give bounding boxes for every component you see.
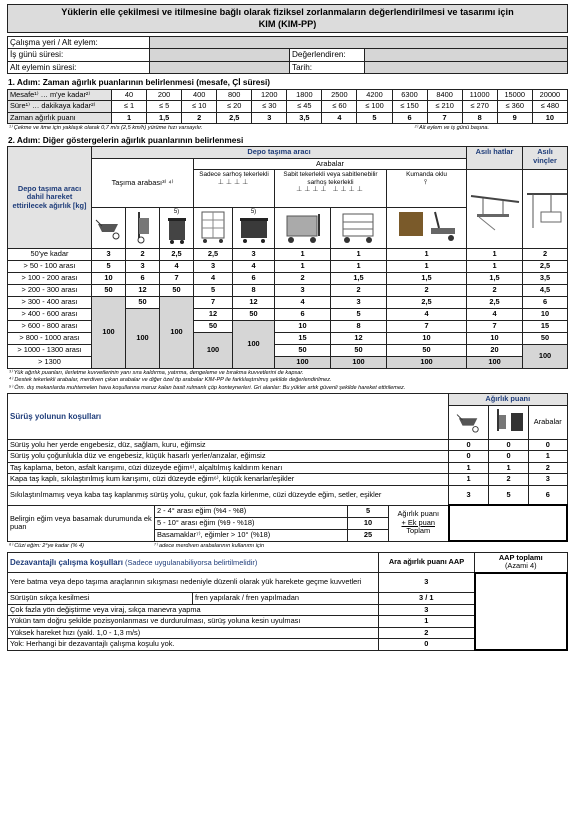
hanging-line-image [467,170,523,248]
hanging-crane-image [523,170,568,248]
value-cell: 3 [275,284,331,296]
swivel-caster-icons: ⊥⊥⊥⊥ [217,178,251,186]
points-cell: 10 [532,112,567,124]
adverse-value: 2 [379,627,475,639]
adverse-value: 3 [379,573,475,593]
adverse-row-label: Çok fazla yön değiştirme veya viraj, sıkça manevra yapma [8,604,379,616]
points-cell: 2 [182,112,217,124]
form-title-line2: KIM (KIM-PP) [258,18,317,29]
fixed-caster-icons: ⊥⊥⊥⊥ ⊥⊥⊥⊥ [296,186,365,194]
waste-bin-note: 5) [173,209,180,216]
value-cell: 50 [126,296,160,308]
step2-footnote-5: ⁵⁾ Örn. dış mekanlarda muhtemelen hava koşullarına maruz kalan basit rulmanlı çöp konteynerleri. Gri alanlar: Bu yükler artık güvenli şekilde hareket ettirilemez. [9,384,406,391]
hanging-cranes-header: Asılı vinçler [523,147,568,170]
adverse-row-label: Yükün tam doğru şekilde pozisyonlanması ve durdurulması, sürüş yoluna kesin uyulması [8,616,379,628]
unsafe-value: 100 [170,326,183,336]
road-value: 3 [529,474,568,486]
value-cell: 2,5 [523,260,568,272]
value-cell: 2,5 [160,248,194,260]
value-cell: 7 [194,296,233,308]
carts-col-label: Arabalar [529,405,568,439]
distance-cell: 20000 [532,89,567,101]
weight-label: > 600 - 800 arası [8,320,92,332]
date-field[interactable] [365,61,568,73]
road-value: 2 [489,474,529,486]
duration-cell: ≤ 210 [427,101,462,113]
value-cell: 1 [387,248,467,260]
adverse-value: 3 [379,604,475,616]
weight-label: > 300 - 400 arası [8,296,92,308]
adverse-conditions-table [7,552,568,652]
duration-cell: ≤ 150 [392,101,427,113]
workday-field[interactable] [150,49,290,61]
date-label: Tarih: [290,61,365,73]
kim-pp-form [7,4,568,651]
value-cell: 50 [387,344,467,356]
evaluator-label: Değerlendiren: [290,49,365,61]
duration-cell: ≤ 30 [252,101,287,113]
step1-footnote-1: ¹⁾ Çekme ve itme için yaklaşık olarak 0,7 m/s (2,5 km/h) yürüme hızı varsayılır. [9,125,203,132]
adverse-row-label: Sürüşün sıkça kesilmesi [8,593,193,605]
value-cell: 2 [467,284,523,296]
value-cell: 10 [92,272,126,284]
adverse-value: 3 / 1 [379,593,475,605]
road-footnote-7: ⁷⁾ adece merdiven arabalarının kullanımı için [153,543,265,550]
adverse-heading-note: (Sadece uygulanabiliyorsa belirtilmelidir) [122,557,258,567]
weight-label: > 50 - 100 arası [8,260,92,272]
hanging-crane-icon [525,178,567,238]
value-cell: 2 [523,248,568,260]
value-cell: 10 [523,308,568,320]
weight-label: 50'ye kadar [8,248,92,260]
value-cell: 4 [160,260,194,272]
road-row-label: Sıkılaştırılmamış veya kaba taş kaplanmış sürüş yolu, çukur, çok fazla kirlenme, cüzi düzeyde eğim, setler, eşikler [8,485,449,505]
form-title [7,4,568,33]
road-heading: Sürüş yolunun koşulları [8,394,449,440]
duration-cell: ≤ 360 [497,101,532,113]
unsafe-value: 100 [247,338,260,348]
slope-value: 5 [348,505,389,517]
step2-table [7,146,568,368]
unsafe-cell [92,296,126,368]
value-cell: 4 [194,272,233,284]
distance-cell: 8400 [427,89,462,101]
pallet-truck-image [387,208,467,248]
value-cell: 4 [275,296,331,308]
adverse-total-field[interactable] [475,573,568,651]
value-cell: 12 [194,308,233,320]
road-row-label: Sürüş yolu her yerde engebesiz, düz, sağlam, kuru, eğimsiz [8,439,449,451]
road-row-label: Sürüş yolu çoğunlukla düz ve engebesiz, küçük hasarlı yerler/arızalar, eğimsiz [8,451,449,463]
value-cell: 1,5 [467,272,523,284]
adverse-value: 0 [379,639,475,651]
value-cell: 4 [387,308,467,320]
slope-value: 10 [348,517,389,529]
waste-bin-icon [166,216,188,244]
value-cell: 5 [331,308,387,320]
value-cell: 8 [233,284,275,296]
adverse-total-note: (Azami 4) [504,561,537,571]
duration-row-label: Süre¹⁾ … dakikaya kadar²⁾ [8,101,112,113]
trolley-header: Taşıma arabası³⁾ ⁴⁾ [92,158,194,208]
value-cell: 3,5 [523,272,568,284]
duration-cell: ≤ 1 [112,101,147,113]
value-cell: 2 [275,272,331,284]
road-conditions-table [7,393,568,542]
road-value: 1 [489,462,529,474]
value-cell: 50 [275,344,331,356]
adverse-total-title: AAP toplamı [498,552,543,562]
points-row-label: Zaman ağırlık puanı [8,112,112,124]
duration-cell: ≤ 270 [462,101,497,113]
tiller-label: Kumanda oklu [406,171,447,179]
unsafe-cell [126,308,160,368]
points-cell: 1 [112,112,147,124]
hand-truck-icon [131,210,155,244]
container-bin-image [233,208,275,248]
subtask-label: Alt eylemin süresi: [8,61,150,73]
points-cell: 3,5 [287,112,322,124]
value-cell: 1 [331,248,387,260]
value-cell: 50 [331,344,387,356]
value-cell: 100 [331,356,387,368]
sum-label-line3: Toplam [406,526,431,536]
value-cell: 5 [194,284,233,296]
value-cell: 50 [233,308,275,320]
points-cell: 9 [497,112,532,124]
fixed-casters-label: Sabit tekerlekli veya sabitlenebilir sarhoş tekerlekli [283,171,378,186]
distance-cell: 40 [112,89,147,101]
distance-cell: 1200 [252,89,287,101]
value-cell: 12 [126,284,160,296]
shelf-cart-icon [337,210,381,244]
road-row-label: Taş kaplama, beton, asfalt karışımı, cüzi düzeyde eğim⁶⁾, alçaltılmış kaldırım kenarı [8,462,449,474]
duration-cell: ≤ 45 [287,101,322,113]
road-value: 1 [449,462,489,474]
step1-footnote-2: ²⁾ Alt eylem ve iş günü başına. [414,125,489,132]
unsafe-value: 100 [538,350,552,360]
value-cell: 2 [331,284,387,296]
road-value: 5 [489,485,529,505]
load-weight-header: Depo taşıma aracı dahil hareket ettirilecek ağırlık [kg] [8,147,92,248]
cage-cart-icon [198,210,228,244]
weight-label: > 400 - 600 arası [8,308,92,320]
container-bin-icon [238,216,270,244]
duration-cell: ≤ 100 [357,101,392,113]
duration-cell: ≤ 5 [147,101,182,113]
value-cell: 7 [160,272,194,284]
road-value: 1 [529,451,568,463]
truck-bin-col [489,405,529,439]
duration-cell: ≤ 480 [532,101,567,113]
points-cell: 7 [427,112,462,124]
value-cell: 15 [275,332,331,344]
duration-cell: ≤ 10 [182,101,217,113]
adverse-row-label: Yok: Herhangi bir dezavantajlı çalışma koşulu yok. [8,639,379,651]
wheelbarrow-image [92,208,126,248]
adverse-value: 1 [379,616,475,628]
waste-bin-image [160,208,194,248]
value-cell: 100 [387,356,467,368]
sum-total-field[interactable] [449,505,568,541]
points-cell: 5 [357,112,392,124]
points-cell: 2,5 [217,112,252,124]
distance-cell: 1800 [287,89,322,101]
distance-cell: 400 [182,89,217,101]
value-cell: 4 [467,308,523,320]
sum-label-line1: Ağırlık puanı [397,509,439,519]
adverse-heading-title: Dezavantajlı çalışma koşulları [10,557,123,567]
carts-header: Arabalar [194,158,467,170]
slope-label: Belirgin eğim veya basamak durumunda ek puan [8,505,155,541]
adverse-heading [8,552,379,573]
points-cell: 4 [322,112,357,124]
points-cell: 6 [392,112,427,124]
slope-value: 25 [348,529,389,541]
points-cell: 1,5 [147,112,182,124]
value-cell: 1 [467,260,523,272]
road-value: 2 [529,462,568,474]
info-table [7,36,568,74]
value-cell: 2,5 [194,248,233,260]
hanging-line-icon [469,178,521,238]
unsafe-cell [194,332,233,368]
step2-footnote-4: ⁴⁾ Destek tekerlekli arabalar, merdiven çıkan arabalar ve diğer özel tip arabalar KIM-PP ile farklılaştırılmış şekilde değerlendirilmez. [9,377,332,384]
road-value: 0 [449,451,489,463]
distance-cell: 200 [147,89,182,101]
step2-footnote-3: ³⁾ Yük ağırlık puanları, ilerletme kuvvetlerinin yanı sıra kaldırma, yatırma, dengeleme ve bırakma kuvvetlerini de kapsar. [9,369,304,376]
sum-label [389,505,449,541]
value-cell: 10 [467,332,523,344]
pallet-truck-icon [395,210,459,244]
value-cell: 3 [194,260,233,272]
value-cell: 20 [467,344,523,356]
distance-cell: 11000 [462,89,497,101]
value-cell: 1 [275,260,331,272]
value-cell: 4 [233,260,275,272]
value-cell: 15 [523,320,568,332]
value-cell: 6 [126,272,160,284]
road-value: 3 [449,485,489,505]
value-cell: 50 [194,320,233,332]
hand-truck-bin-icon [493,407,525,435]
value-cell: 3 [331,296,387,308]
hand-truck-image [126,208,160,248]
value-cell: 12 [233,296,275,308]
duration-cell: ≤ 20 [217,101,252,113]
tiller-header [387,170,467,208]
value-cell: 1,5 [387,272,467,284]
value-cell: 7 [467,320,523,332]
workplace-label: Çalışma yeri / Alt eylem: [8,37,150,49]
road-value: 1 [449,474,489,486]
value-cell: 6 [523,296,568,308]
unsafe-value: 100 [136,332,149,342]
unsafe-cell [233,320,275,368]
adverse-row-sublabel: fren yapılarak / fren yapılmadan [193,593,379,605]
wheelbarrow-icon [455,409,483,433]
value-cell: 10 [387,332,467,344]
weight-label: > 200 - 300 arası [8,284,92,296]
slope-row-label: 5 - 10° arası eğim (%9 - %18) [155,517,348,529]
form-title-line1: Yüklerin elle çekilmesi ve itilmesine bağlı olarak fiziksel zorlanmaların değerlendirilmesi ve tasarımı için [61,7,514,17]
platform-cart-icon [281,210,325,244]
road-row-label: Kapa taş kaplı, sıkılaştırılmış kum karışımı, cüzi düzeyde eğim⁶⁾, küçük kenarlar/eşikler [8,474,449,486]
road-value: 0 [529,439,568,451]
value-cell: 100 [275,356,331,368]
road-value: 0 [489,451,529,463]
depot-vehicle-header: Depo taşıma aracı [92,147,467,159]
fixed-casters-header [275,170,387,208]
swivel-casters-label: Sadece sarhoş tekerlekli [199,171,269,179]
road-value: 0 [449,439,489,451]
unsafe-cell [523,344,568,368]
weight-label: > 1000 - 1300 arası [8,344,92,356]
adverse-points-header: Ara ağırlık puanı AAP [379,552,475,573]
value-cell: 12 [331,332,387,344]
sum-label-line2: + Ek puan [401,517,435,527]
value-cell: 2,5 [387,296,467,308]
distance-row-label: Mesafe¹⁾ … m'ye kadar²⁾ [8,89,112,101]
road-value: 0 [489,439,529,451]
value-cell: 5 [92,260,126,272]
value-cell: 3 [126,260,160,272]
value-cell: 100 [467,356,523,368]
value-cell: 3 [92,248,126,260]
workday-label: İş günü süresi: [8,49,150,61]
tiller-icon: ⫯ [423,178,430,186]
wheelbarrow-col [449,405,489,439]
wheelbarrow-icon [94,212,124,242]
value-cell: 6 [275,308,331,320]
adverse-total-header [475,552,568,573]
evaluator-field[interactable] [365,49,568,61]
step2-heading: 2. Adım: Diğer göstergelerin ağırlık puanlarının belirlenmesi [8,134,244,145]
value-cell: 50 [160,284,194,296]
hanging-lines-header: Asılı hatlar [467,147,523,170]
value-cell: 2 [387,284,467,296]
platform-cart-image [275,208,331,248]
swivel-casters-header [194,170,275,208]
value-cell: 8 [331,320,387,332]
value-cell: 6 [233,272,275,284]
value-cell: 50 [92,284,126,296]
distance-cell: 4200 [357,89,392,101]
slope-row-label: Basamaklar⁷⁾, eğimler > 10° (%18) [155,529,348,541]
distance-cell: 800 [217,89,252,101]
step1-table [7,89,568,125]
value-cell: 7 [387,320,467,332]
distance-cell: 15000 [497,89,532,101]
value-cell: 10 [275,320,331,332]
points-cell: 3 [252,112,287,124]
cage-cart-image [194,208,233,248]
value-cell: 1 [387,260,467,272]
value-cell: 50 [523,332,568,344]
shelf-cart-image [331,208,387,248]
value-cell: 1 [467,248,523,260]
distance-cell: 6300 [392,89,427,101]
road-footnote-6: ⁶⁾ Cüzi eğim: 2°ye kadar (% 4) [9,543,84,550]
subtask-field[interactable] [150,61,290,73]
value-cell: 1 [275,248,331,260]
value-cell: 1,5 [331,272,387,284]
weight-label: > 100 - 200 arası [8,272,92,284]
workplace-field[interactable] [150,37,568,49]
points-cell: 8 [462,112,497,124]
weight-label: > 800 - 1000 arası [8,332,92,344]
weight-points-header: Ağırlık puanı [449,394,568,406]
value-cell: 4,5 [523,284,568,296]
road-value: 6 [529,485,568,505]
value-cell: 1 [331,260,387,272]
container-bin-note: 5) [250,209,257,216]
value-cell: 3 [233,248,275,260]
unsafe-value: 100 [102,326,115,336]
unsafe-cell [160,296,194,368]
value-cell: 2 [126,248,160,260]
weight-label: > 1300 [8,356,92,368]
adverse-row-label: Yüksek hareket hızı (yakl. 1,0 - 1,3 m/s) [8,627,379,639]
slope-row-label: 2 - 4° arası eğim (%4 - %8) [155,505,348,517]
distance-cell: 2500 [322,89,357,101]
value-cell: 2,5 [467,296,523,308]
adverse-row-label: Yere batma veya depo taşıma araçlarının sıkışması nedeniyle düzenli olarak yük harekete geçme kuvvetleri [8,573,379,593]
duration-cell: ≤ 60 [322,101,357,113]
step1-heading: 1. Adım: Zaman ağırlık puanlarının belirlenmesi (mesafe, Çİ süresi) [8,77,271,88]
unsafe-value: 100 [206,344,220,354]
